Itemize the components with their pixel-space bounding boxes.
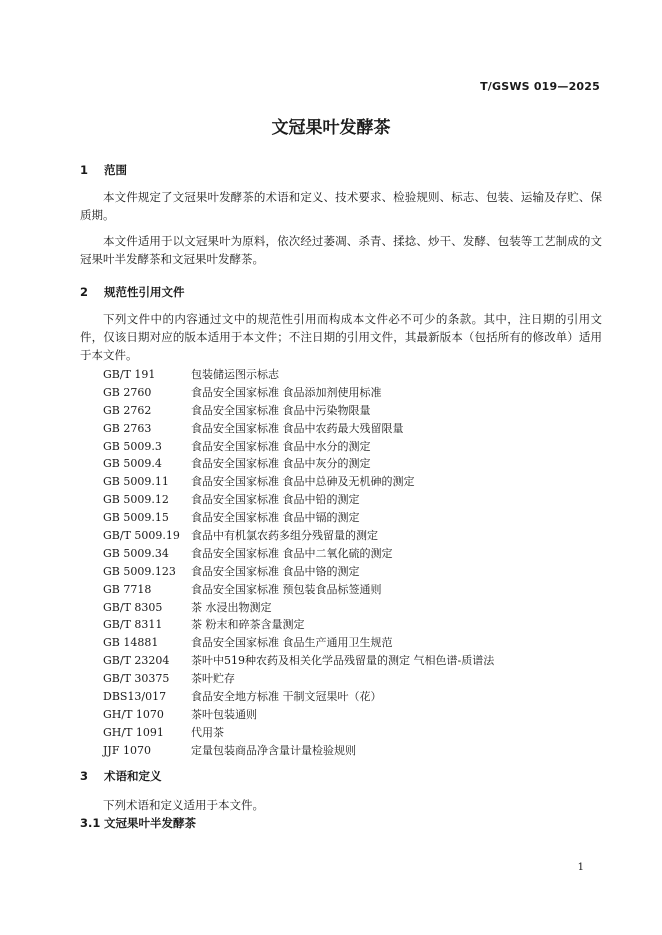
reference-code: GB/T 23204 [103, 654, 170, 668]
reference-code: GB 5009.11 [103, 475, 169, 489]
reference-title: 茶叶中519种农药及相关化学品残留量的测定 气相色谱-质谱法 [191, 654, 495, 668]
terms-intro: 下列术语和定义适用于本文件。 [103, 798, 264, 812]
reference-title: 食品安全地方标准 干制文冠果叶（花） [191, 690, 382, 704]
reference-code: GB/T 30375 [103, 672, 170, 686]
reference-title: 包装储运图示标志 [191, 368, 279, 381]
scope-paragraph-1: 本文件规定了文冠果叶发酵茶的术语和定义、技术要求、检验规则、标志、包装、运输及存贮、保质期。 [80, 190, 602, 222]
normative-intro: 下列文件中的内容通过文中的规范性引用而构成本文件必不可少的条款。其中，注日期的引用文件，仅该日期对应的版本适用于本文件；不注日期的引用文件，其最新版本（包括所有的修改单）适用于本文件。 [80, 312, 602, 362]
reference-title: 食品安全国家标准 食品中镉的测定 [191, 511, 360, 525]
section-number: 2 [80, 285, 89, 299]
reference-code: GB/T 8305 [103, 600, 163, 614]
reference-item [103, 384, 494, 402]
reference-code: GH/T 1070 [103, 707, 164, 721]
reference-code: GB 5009.4 [103, 457, 162, 471]
reference-title: 食品安全国家标准 食品中二氧化硫的测定 [191, 546, 393, 560]
reference-code: GB 14881 [103, 636, 159, 650]
section-title: 范围 [104, 163, 127, 177]
reference-code: GB 5009.15 [103, 511, 169, 525]
reference-item [103, 581, 494, 599]
reference-title: 食品安全国家标准 食品添加剂使用标准 [191, 385, 382, 399]
reference-item [103, 473, 494, 491]
reference-item [103, 706, 494, 724]
section-heading-normative [80, 284, 185, 300]
reference-item [103, 509, 494, 527]
page-number: 1 [577, 862, 584, 873]
reference-item [103, 455, 494, 473]
reference-item [103, 420, 494, 438]
section-heading-terms [80, 768, 162, 784]
reference-title: 食品安全国家标准 食品中铅的测定 [191, 493, 360, 507]
reference-title: 食品安全国家标准 预包装食品标签通则 [191, 582, 382, 596]
reference-code: GB 2760 [103, 385, 152, 399]
reference-code: DBS13/017 [103, 690, 167, 704]
reference-code: GB 5009.34 [103, 546, 169, 560]
reference-title: 食品安全国家标准 食品中铬的测定 [191, 564, 360, 578]
reference-title: 代用茶 [191, 725, 224, 739]
reference-title: 茶 粉末和碎茶含量测定 [191, 618, 305, 632]
reference-title: 食品安全国家标准 食品中灰分的测定 [191, 457, 371, 471]
reference-item [103, 563, 494, 581]
reference-title: 食品安全国家标准 食品中农药最大残留限量 [191, 421, 404, 435]
reference-item [103, 688, 494, 706]
section-heading-scope [80, 162, 127, 178]
reference-code: GB 5009.3 [103, 439, 162, 453]
reference-title: 食品安全国家标准 食品生产通用卫生规范 [191, 636, 393, 650]
reference-code: GB 2763 [103, 421, 152, 435]
reference-item [103, 599, 494, 617]
reference-item [103, 724, 494, 742]
reference-item [103, 670, 494, 688]
reference-code: GB 2762 [103, 403, 152, 417]
reference-item [103, 491, 494, 509]
section-number: 3 [80, 769, 89, 783]
reference-title: 食品安全国家标准 食品中总砷及无机砷的测定 [191, 475, 415, 489]
reference-item [103, 616, 494, 634]
reference-code: GB/T 8311 [103, 618, 163, 632]
reference-title: 食品安全国家标准 食品中水分的测定 [191, 439, 371, 453]
reference-title: 茶叶贮存 [191, 672, 235, 686]
subsection-title: 文冠果叶半发酵茶 [104, 816, 196, 830]
reference-item [103, 402, 494, 420]
document-code: T/GSWS 019—2025 [480, 80, 600, 93]
section-number: 1 [80, 163, 89, 177]
reference-item [103, 438, 494, 456]
reference-title: 食品安全国家标准 食品中污染物限量 [191, 403, 371, 417]
subsection-heading [80, 815, 196, 831]
reference-code: GB 5009.123 [103, 564, 176, 578]
reference-title: 定量包装商品净含量计量检验规则 [191, 743, 356, 757]
section-title: 规范性引用文件 [104, 285, 185, 299]
document-title: 文冠果叶发酵茶 [271, 118, 391, 138]
reference-code: JJF 1070 [103, 743, 151, 757]
reference-item [103, 634, 494, 652]
scope-paragraph-2: 本文件适用于以文冠果叶为原料，依次经过萎凋、杀青、揉捻、炒干、发酵、包装等工艺制成的文冠果叶半发酵茶和文冠果叶发酵茶。 [80, 234, 602, 266]
reference-title: 茶叶包装通则 [191, 707, 257, 721]
reference-item [103, 366, 494, 384]
reference-code: GB 5009.12 [103, 493, 169, 507]
reference-item [103, 652, 494, 670]
reference-title: 食品中有机氯农药多组分残留量的测定 [191, 529, 378, 543]
reference-item [103, 545, 494, 563]
reference-item [103, 527, 494, 545]
subsection-number: 3.1 [80, 816, 101, 830]
section-title: 术语和定义 [104, 769, 162, 783]
reference-code: GB/T 5009.19 [103, 529, 180, 543]
reference-code: GB 7718 [103, 582, 152, 596]
reference-code: GB/T 191 [103, 368, 156, 381]
reference-code: GH/T 1091 [103, 725, 164, 739]
reference-item [103, 742, 494, 760]
reference-list [103, 366, 494, 760]
reference-title: 茶 水浸出物测定 [191, 600, 272, 614]
